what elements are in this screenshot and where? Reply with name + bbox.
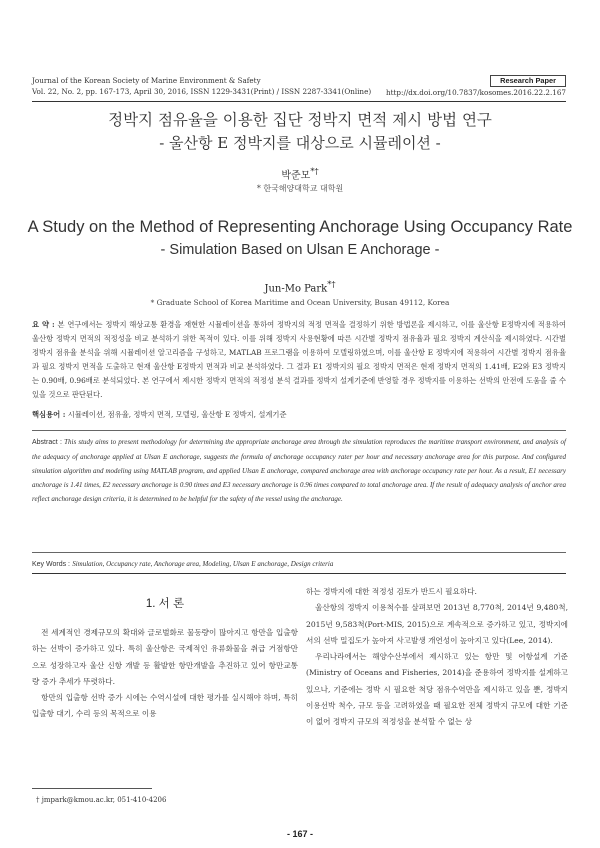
korean-author-name: 박준모 (281, 170, 311, 182)
intro-paragraph: 전 세계적인 경제규모의 확대와 글로벌화로 물동량이 많아지고 항만을 입출항하는 선박이 증가하고 있다. 특히 울산항은 국제적인 유류화물을 취급 거점항만으로 성장하고자 울산 신항 개발 등 활발한 항만개발을 추진하고 있어 항만교통량 증가 추세가 뚜렷하다. (32, 628, 298, 686)
korean-author-mark: *† (310, 166, 319, 176)
english-keywords-label: Key Words : (32, 561, 70, 568)
abstract-divider (32, 430, 566, 431)
english-keywords-text: Simulation, Occupancy rate, Anchorage area, Modeling, Ulsan E anchorage, Design criteria (72, 560, 334, 568)
korean-keywords-text: 시뮬레이션, 점유율, 정박지 면적, 모델링, 울산항 E 정박지, 설계기준 (67, 410, 287, 419)
doi-link[interactable]: http://dx.doi.org/10.7837/kosomes.2016.22.2.167 (386, 88, 566, 97)
english-keywords (32, 560, 566, 568)
journal-name: Journal of the Korean Society of Marine Environment & Safety (32, 76, 261, 85)
korean-author (0, 166, 600, 181)
english-author-mark: *† (327, 279, 336, 289)
korean-affiliation: * 한국해양대학교 대학원 (256, 184, 344, 193)
intro-paragraph: 울산항의 정박지 이용척수를 살펴보면 2013년 8,770척, 2014년 9,480척, 2015년 9,583척(Port-MIS, 2015)으로 계속적으로 증가하고 있고, 정박지에서의 선박 밀집도가 높아져 사고발생 개연성이 높아지고 있다(Lee, 2014). (306, 603, 568, 645)
section-heading-introduction: 1. 서 론 (145, 598, 185, 610)
korean-keywords-label: 핵심용어 : (32, 410, 66, 419)
english-author-name: Jun-Mo Park (264, 283, 328, 295)
english-author (0, 279, 600, 294)
body-divider (32, 573, 566, 574)
korean-abstract-label: 요 약 : (32, 320, 55, 329)
english-abstract (32, 435, 566, 506)
left-column-text (32, 625, 298, 723)
intro-paragraph: 우리나라에서는 해양수산부에서 제시하고 있는 항만 및 어항설계 기준(Ministry of Oceans and Fisheries, 2014)을 준용하여 정박지를 설계하고 있으나, 기준에는 정박 시 필요한 척당 점유수역만을 제시하고 있을 뿐, 정박지 이용선박 척수, 규모 등을 고려하였을 때 필요한 전체 정박지 규모에 대한 기준이 없어 정박지 규모의 적정성을 분석할 수 없는 상 (306, 652, 568, 727)
footnote-rule (32, 788, 152, 789)
body-left-column (32, 584, 298, 723)
header-rule (32, 101, 566, 102)
english-abstract-text: This study aims to present methodology for determining the appropriate anchorage area through the simulation reproduces the maritime transport environment, and analysis of the adequacy of anchorage applied at Ulsan E anchorage, suggests the formula of anchorage occupancy rater per hour and necessary anchorage area for this purpose. And configured simulation algorithm and modeling using MATLAB program, and applied Ulsan E anchorage, compared anchorage area with anchorage occupancy rate per hour. As a result, E1 necessary anchorage is 1.41 times, E2 necessary anchorage is 0.90 times and E3 necessary anchorage is 0.96 times compared to total anchorage area. If the result of adequacy analysis of anchor area reflect anchorage design criteria, it is determined to be helpful for the safety of the vessel using the anchorage. (32, 438, 566, 504)
english-subtitle: - Simulation Based on Ulsan E Anchorage - (160, 242, 440, 258)
keywords-divider (32, 552, 566, 553)
right-column-text (306, 584, 568, 731)
intro-paragraph: 하는 정박지에 대한 적정성 검토가 반드시 필요하다. (306, 587, 477, 596)
korean-title: 정박지 점유율을 이용한 집단 정박지 면적 제시 방법 연구 (108, 111, 492, 129)
korean-subtitle: - 울산항 E 정박지를 대상으로 시뮬레이션 - (159, 134, 441, 152)
corresponding-author-footnote: † jmpark@kmou.ac.kr, 051-410-4206 (36, 796, 167, 804)
research-paper-badge: Research Paper (490, 75, 566, 87)
page-number: - 167 - (286, 829, 313, 839)
korean-keywords (32, 410, 566, 420)
journal-volume: Vol. 22, No. 2, pp. 167-173, April 30, 2016, ISSN 1229-3431(Print) / ISSN 2287-3341(Online) (32, 86, 372, 96)
intro-paragraph: 항만의 입출항 선박 증가 시에는 수역시설에 대한 평가를 실시해야 하며, 특히 입출항 대기, 수리 등의 목적으로 이용 (32, 693, 298, 719)
korean-abstract-text: 본 연구에서는 정박지 해상교통 환경을 재현한 시뮬레이션을 통하여 정박지의 적정 면적을 결정하기 위한 방법론을 제시하고, 이를 울산항 E정박지에 적용하여 울산항 정박지 면적의 적정성을 비교 분석하기 위한 목적이 있다. 이를 위해 정박지 사용현황에 따른 시간별 정박지 점유율과 필요 정박지 계산식을 제시하였다. 시간별 정박지 점유율 분석을 위해 시뮬레이션 알고리즘을 구성하고, MATLAB 프로그램을 이용하여 모델링하였으며, 이를 울산항 E 정박지에 적용하여 시간별 정박지 점유율과 필요 정박지 면적을 도출하고 현재 울산항 E정박지 면적과 비교 분석하였다. 그 결과 E1 정박지의 필요 정박지 면적은 현재 정박지 면적의 1.41배, E2와 E3 정박지는 0.90배, 0.96배로 분석되었다. 본 연구에서 제시한 정박지 면적의 적정성 분석 결과를 정박지 설계기준에 반영할 경우 정박지를 이용하는 선박의 안전에 도움을 줄 수 있을 것으로 판단된다. (32, 320, 567, 400)
english-abstract-label: Abstract : (32, 439, 62, 446)
english-affiliation: * Graduate School of Korea Maritime and Ocean University, Busan 49112, Korea (150, 298, 450, 307)
body-right-column (306, 584, 568, 731)
korean-abstract (32, 318, 566, 403)
english-title: A Study on the Method of Representing Anchorage Using Occupancy Rate (27, 218, 573, 236)
journal-info (32, 76, 371, 97)
